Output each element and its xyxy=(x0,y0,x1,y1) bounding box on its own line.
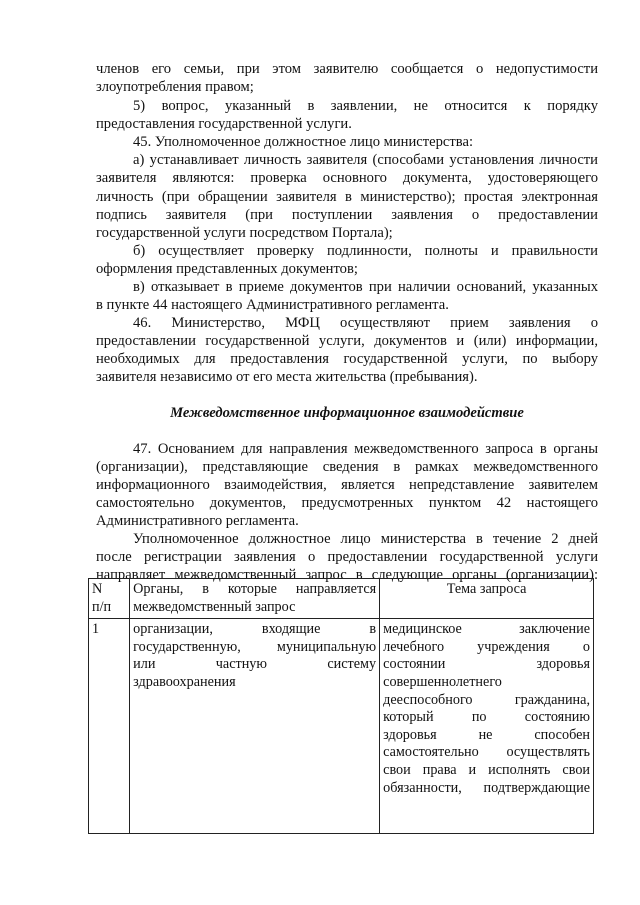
row-organs-cell xyxy=(130,619,380,834)
header-organs-cell xyxy=(130,579,380,619)
text-line: направляет межведомственный запрос в следующие органы (организации): xyxy=(96,567,598,583)
row-topic-line: совершеннолетнего xyxy=(383,673,502,690)
text-line: самостоятельно документов, предусмотренных пунктом 42 настоящего xyxy=(96,495,598,511)
header-organs-label: межведомственный запрос xyxy=(133,598,296,615)
text-line: 47. Основанием для направления межведомственного запроса в органы xyxy=(133,441,598,457)
text-line: б) осуществляет проверку подлинности, полноты и правильности xyxy=(133,243,598,259)
text-line: необходимых для предоставления государственной услуги, по выбору xyxy=(96,351,598,367)
row-num-cell xyxy=(89,619,130,834)
text-line: 5) вопрос, указанный в заявлении, не относится к порядку xyxy=(133,98,598,114)
section-heading: Межведомственное информационное взаимодействие xyxy=(170,405,524,421)
text-line: членов его семьи, при этом заявителю сообщается о недопустимости xyxy=(96,61,598,77)
text-line: предоставлении государственной услуги, документов и (или) информации, xyxy=(96,333,598,349)
text-line: в пункте 44 настоящего Административного регламента. xyxy=(96,297,449,313)
text-line: заявителя независимо от его места жительства (пребывания). xyxy=(96,369,478,385)
text-line: Административного регламента. xyxy=(96,513,299,529)
row-organs-line: организации, входящие в xyxy=(133,621,377,638)
row-topic-line: дееспособного гражданина, xyxy=(383,691,590,708)
text-line: (организации), представляющие сведения в рамках межведомственного xyxy=(96,459,598,475)
row-num: 1 xyxy=(92,621,100,638)
header-num-label: N xyxy=(92,581,103,597)
text-line: а) устанавливает личность заявителя (способами установления личности xyxy=(133,152,598,168)
header-topic-cell xyxy=(380,579,594,619)
text-line: предоставления государственной услуги. xyxy=(96,116,352,132)
header-num-cell xyxy=(89,579,130,619)
header-num-label: п/п xyxy=(92,598,112,615)
table-row xyxy=(89,619,594,834)
text-line: заявителя являются: проверка основного документа, удостоверяющего xyxy=(96,170,598,186)
row-topic-line: самостоятельно осуществлять xyxy=(383,744,590,761)
table-header-row xyxy=(89,579,594,619)
row-topic-line: медицинское заключение xyxy=(383,621,590,638)
text-line: 46. Министерство, МФЦ осуществляют прием заявления о xyxy=(133,315,598,331)
text-line: злоупотребления правом; xyxy=(96,79,254,95)
interagency-table xyxy=(88,578,594,834)
row-topic-line: свои права и исполнять свои xyxy=(383,761,590,778)
row-topic-line: здоровья не способен xyxy=(383,726,590,743)
text-line: Уполномоченное должностное лицо министерства в течение 2 дней xyxy=(133,531,598,547)
text-line: оформления представленных документов; xyxy=(96,261,358,277)
row-topic-line: состоянии здоровья xyxy=(383,656,590,673)
header-organs-label: Органы, в которые направляется xyxy=(133,581,377,597)
row-topic-cell xyxy=(380,619,594,834)
row-organs-line: или частную систему xyxy=(133,656,377,673)
row-organs-line: государственную, муниципальную xyxy=(133,638,377,655)
text-line: личность (при обращении заявителя в министерство); простая электронная xyxy=(96,189,598,205)
row-topic-line: который по состоянию xyxy=(383,709,590,726)
text-line: 45. Уполномоченное должностное лицо министерства: xyxy=(133,134,474,150)
text-line: информационного взаимодействия, является непредставление заявителем xyxy=(96,477,598,493)
text-line: государственной услуги посредством Портала); xyxy=(96,225,393,241)
row-topic-line: лечебного учреждения о xyxy=(383,638,590,655)
row-organs-line: здравоохранения xyxy=(133,673,236,690)
text-line: после регистрации заявления о предоставлении государственной услуги xyxy=(96,549,598,565)
row-topic-line: обязанности, подтверждающие xyxy=(383,779,590,796)
text-line: в) отказывает в приеме документов при наличии оснований, указанных xyxy=(133,279,598,295)
header-topic-label: Тема запроса xyxy=(446,581,527,597)
text-line: подпись заявителя (при поступлении заявления о предоставлении xyxy=(96,207,598,223)
